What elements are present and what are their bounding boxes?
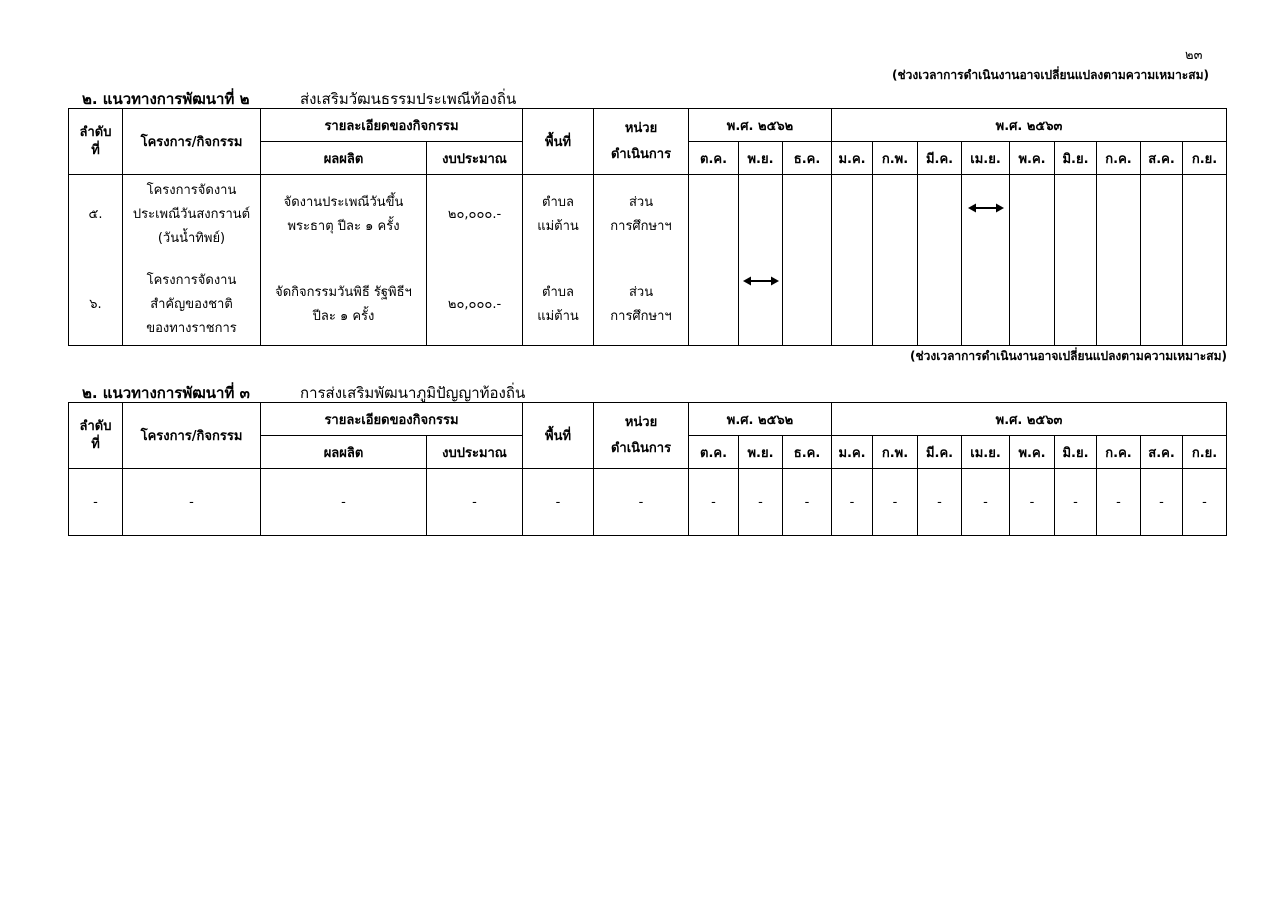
month-header: ส.ค. [1141,142,1183,175]
header-project: โครงการ/กิจกรรม [123,109,261,175]
month-cell-oct [689,175,739,346]
project-line: โครงการจัดงาน [146,183,237,198]
header-output: ผลผลิต [261,436,427,469]
header-no [69,109,123,175]
double-arrow-icon [743,276,779,286]
project-line: ของทางราชการ [146,321,237,336]
header-year-2562: พ.ศ. ๒๕๖๒ [689,109,832,142]
header-year-2563: พ.ศ. ๒๕๖๓ [832,109,1227,142]
header-no [69,403,123,469]
page-number: ๒๓ [1185,48,1203,63]
header-unit [594,109,689,175]
header-area: พื้นที่ [523,403,594,469]
output-cell [261,175,427,346]
placeholder-cell: - [1097,469,1141,536]
month-header: พ.ย. [739,436,783,469]
section-description: ส่งเสริมวัฒนธรรมประเพณีท้องถิ่น [300,90,517,108]
budget-cell [427,175,523,346]
month-header: พ.ค. [1010,436,1055,469]
month-header: พ.ค. [1010,142,1055,175]
month-cell-sep [1183,175,1227,346]
header-budget: งบประมาณ [427,436,523,469]
month-header: ก.ย. [1183,142,1227,175]
month-header: ม.ค. [832,436,873,469]
unit-line: การศึกษาฯ [610,219,672,234]
header-unit-text: หน่วย ดำเนินการ [610,414,672,456]
header-year-2563: พ.ศ. ๒๕๖๓ [832,403,1227,436]
unit-cell [594,175,689,346]
unit-line: การศึกษาฯ [610,309,672,324]
project-line: (วันน้ำทิพย์) [157,231,226,246]
header-unit-text: หน่วย ดำเนินการ [610,120,672,162]
project-cell [123,175,261,346]
header-details: รายละเอียดของกิจกรรม [261,403,523,436]
month-header: ส.ค. [1141,436,1183,469]
row-no: ๖. [89,297,102,312]
budget-value: ๒๐,๐๐๐.- [447,297,502,312]
row-no: ๕. [88,207,103,222]
placeholder-cell: - [123,469,261,536]
month-header: เม.ย. [962,142,1010,175]
header-project: โครงการ/กิจกรรม [123,403,261,469]
placeholder-cell: - [873,469,918,536]
project-line: ประเพณีวันสงกรานต์ [132,207,251,222]
section-number: ๒. แนวทางการพัฒนาที่ ๒ [82,90,250,108]
month-cell-jun [1055,175,1097,346]
placeholder-cell: - [783,469,832,536]
placeholder-cell: - [918,469,962,536]
section-number: ๒. แนวทางการพัฒนาที่ ๓ [82,384,250,402]
area-line: ตำบล [542,195,574,210]
project-line: โครงการจัดงาน [146,273,237,288]
month-header: ต.ค. [689,436,739,469]
area-line: ตำบล [542,285,574,300]
month-cell-apr [962,175,1010,346]
month-header: ธ.ค. [783,436,832,469]
placeholder-cell: - [261,469,427,536]
header-no-text: ลำดับ ที่ [79,124,112,158]
header-output: ผลผลิต [261,142,427,175]
placeholder-cell: - [739,469,783,536]
placeholder-cell: - [1183,469,1227,536]
month-header: มิ.ย. [1055,436,1097,469]
output-line: ปีละ ๑ ครั้ง [312,309,375,324]
month-header: ก.ค. [1097,142,1141,175]
month-header: มิ.ย. [1055,142,1097,175]
placeholder-cell: - [1055,469,1097,536]
month-header: ม.ค. [832,142,873,175]
month-header: ก.พ. [873,142,918,175]
month-header: ก.พ. [873,436,918,469]
month-cell-nov [739,175,783,346]
placeholder-cell: - [69,469,123,536]
header-unit [594,403,689,469]
month-header: ก.ย. [1183,436,1227,469]
placeholder-cell: - [1010,469,1055,536]
placeholder-cell: - [427,469,523,536]
project-line: สำคัญของชาติ [150,297,233,312]
month-header: ธ.ค. [783,142,832,175]
no-cell [69,175,123,346]
output-line: พระธาตุ ปีละ ๑ ครั้ง [287,219,400,234]
area-line: แม่ต้าน [537,219,579,234]
budget-value: ๒๐,๐๐๐.- [447,207,502,222]
header-details: รายละเอียดของกิจกรรม [261,109,523,142]
output-line: จัดกิจกรรมวันพิธี รัฐพิธีฯ [275,285,412,300]
month-cell-dec [783,175,832,346]
placeholder-cell: - [523,469,594,536]
month-cell-jan [832,175,873,346]
area-line: แม่ต้าน [537,309,579,324]
month-header: มี.ค. [918,436,962,469]
month-cell-may [1010,175,1055,346]
schedule-note: (ช่วงเวลาการดำเนินงานอาจเปลี่ยนแปลงตามความเหมาะสม) [892,68,1209,82]
month-cell-jul [1097,175,1141,346]
month-cell-mar [918,175,962,346]
placeholder-cell: - [594,469,689,536]
double-arrow-icon [968,203,1004,213]
month-cell-aug [1141,175,1183,346]
plan-table-section-3 [68,402,1227,536]
month-header: ต.ค. [689,142,739,175]
section-description: การส่งเสริมพัฒนาภูมิปัญญาท้องถิ่น [300,384,526,402]
unit-line: ส่วน [628,285,654,300]
placeholder-cell: - [832,469,873,536]
area-cell [523,175,594,346]
month-cell-feb [873,175,918,346]
month-header: เม.ย. [962,436,1010,469]
output-line: จัดงานประเพณีวันขึ้น [283,195,404,210]
month-header: พ.ย. [739,142,783,175]
placeholder-cell: - [1141,469,1183,536]
header-area: พื้นที่ [523,109,594,175]
month-header: ก.ค. [1097,436,1141,469]
header-no-text: ลำดับ ที่ [79,418,112,452]
unit-line: ส่วน [628,195,654,210]
placeholder-cell: - [689,469,739,536]
header-year-2562: พ.ศ. ๒๕๖๒ [689,403,832,436]
month-header: มี.ค. [918,142,962,175]
plan-table-section-2 [68,108,1227,346]
placeholder-cell: - [962,469,1010,536]
header-budget: งบประมาณ [427,142,523,175]
schedule-note: (ช่วงเวลาการดำเนินงานอาจเปลี่ยนแปลงตามความเหมาะสม) [910,349,1227,363]
